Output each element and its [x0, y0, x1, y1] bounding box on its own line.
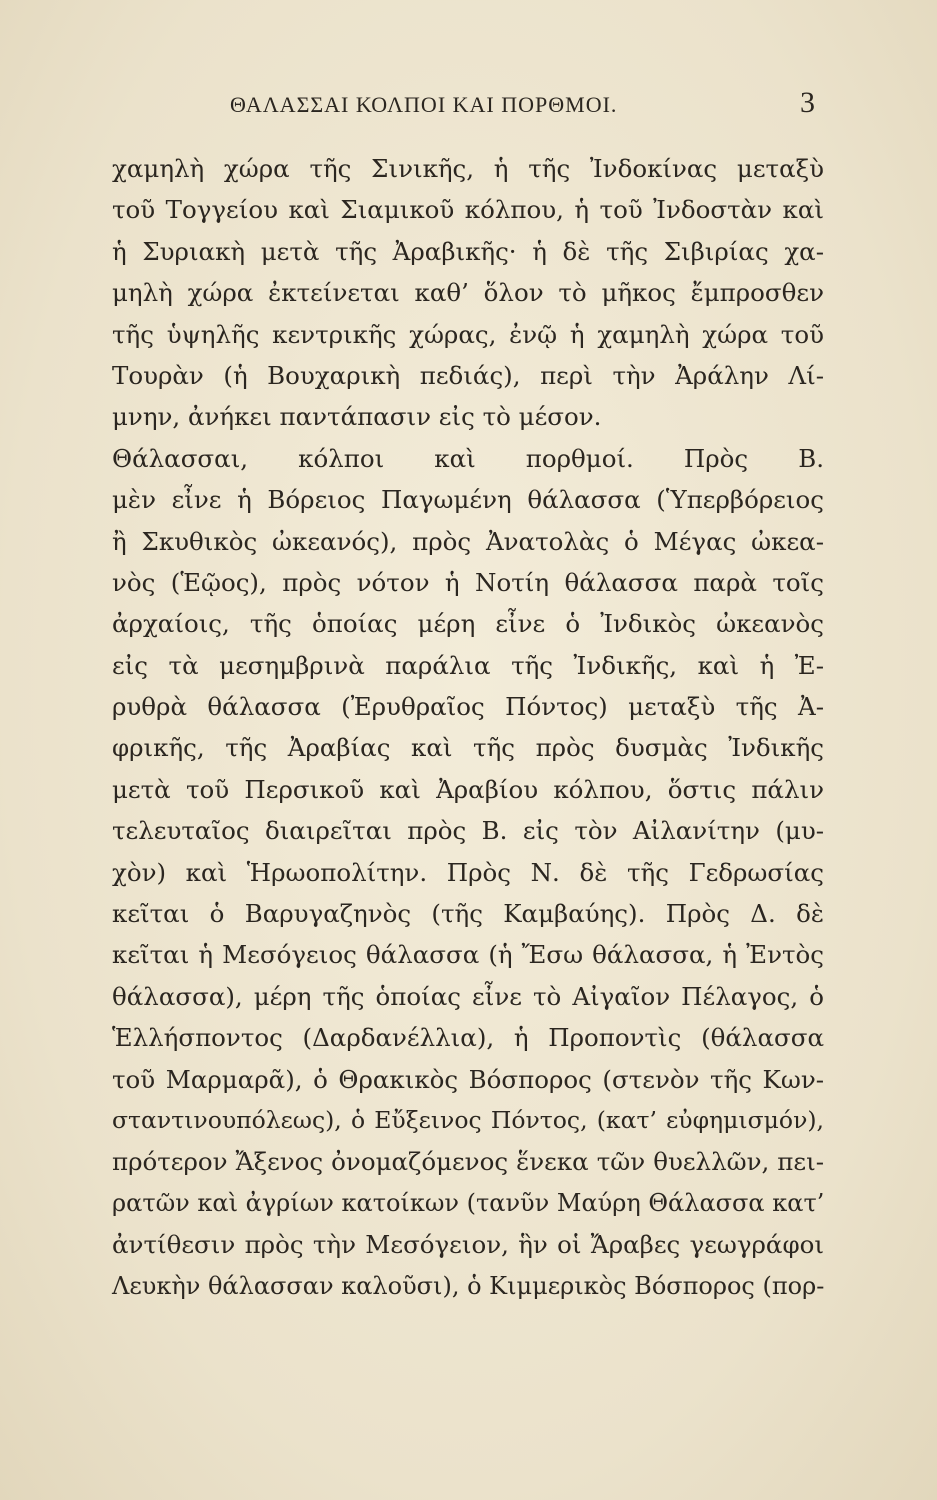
text-line: μηλὴ χώρα ἐκτείνεται καθ’ ὅλον τὸ μῆκος ἔμπροσθεν: [112, 278, 824, 308]
running-title: ΘΑΛΑΣΣΑΙ ΚΟΛΠΟΙ ΚΑΙ ΠΟΡΘΜΟΙ.: [230, 92, 618, 117]
text-line: κεῖται ἡ Μεσόγειος θάλασσα (ἡ Ἔσω θάλασσα, ἡ Ἐντὸς: [112, 940, 824, 970]
text-line: τοῦ Μαρμαρᾶ), ὁ Θρακικὸς Βόσπορος (στενὸν τῆς Κων-: [112, 1064, 824, 1094]
text-line: χὸν) καὶ Ἡρωοπολίτην. Πρὸς Ν. δὲ τῆς Γεδρωσίας: [112, 857, 824, 887]
text-line: ρατῶν καὶ ἀγρίων κατοίκων (τανῦν Μαύρη Θάλασσα κατ’: [112, 1188, 825, 1217]
text-line: μνην, ἀνήκει παντάπασιν εἰς τὸ μέσον.: [112, 402, 602, 432]
text-line: μὲν εἶνε ἡ Βόρειος Παγωμένη θάλασσα (Ὑπερβόρειος: [112, 485, 824, 515]
text-line: τελευταῖος διαιρεῖται πρὸς Β. εἰς τὸν Αἰλανίτην (μυ-: [112, 816, 824, 846]
section-heading-line: Θάλασσαι, κόλποι καὶ πορθμοί. Πρὸς Β.: [112, 443, 824, 473]
text-line: εἰς τὰ μεσημβρινὰ παράλια τῆς Ἰνδικῆς, καὶ ἡ Ἐ-: [112, 650, 824, 680]
text-line: νὸς (Ἑῷος), πρὸς νότον ἡ Νοτίη θάλασσα παρὰ τοῖς: [112, 567, 824, 597]
text-line: χαμηλὴ χώρα τῆς Σινικῆς, ἡ τῆς Ἰνδοκίνας μεταξὺ: [112, 154, 824, 183]
text-line: τοῦ Τογγείου καὶ Σιαμικοῦ κόλπου, ἡ τοῦ Ἰνδοστὰν καὶ: [112, 195, 824, 225]
text-line: σταντινουπόλεως), ὁ Εὔξεινος Πόντος, (κατ’ εὐφημισμόν),: [112, 1105, 824, 1134]
page-header: [0, 86, 937, 132]
text-line: ἡ Συριακὴ μετὰ τῆς Ἀραβικῆς· ἡ δὲ τῆς Σιβιρίας χα-: [112, 236, 824, 266]
text-line: ἀρχαίοις, τῆς ὁποίας μέρη εἶνε ὁ Ἰνδικὸς ὠκεανὸς: [112, 609, 824, 639]
text-line: Ἑλλήσποντος (Δαρδανέλλια), ἡ Προποντὶς (θάλασσα: [112, 1023, 824, 1053]
text-line: θάλασσα), μέρη τῆς ὁποίας εἶνε τὸ Αἰγαῖον Πέλαγος, ὁ: [112, 981, 824, 1011]
text-line: κεῖται ὁ Βαρυγαζηνὸς (τῆς Καμβαύης). Πρὸς Δ. δὲ: [112, 899, 824, 929]
page-number: 3: [800, 86, 815, 119]
text-line: ἢ Σκυθικὸς ὠκεανός), πρὸς Ἀνατολὰς ὁ Μέγας ὠκεα-: [112, 526, 824, 556]
text-line: τῆς ὑψηλῆς κεντρικῆς χώρας, ἐνῷ ἡ χαμηλὴ χώρα τοῦ: [112, 319, 824, 349]
text-line: φρικῆς, τῆς Ἀραβίας καὶ τῆς πρὸς δυσμὰς Ἰνδικῆς: [112, 733, 824, 763]
text-line: Λευκὴν θάλασσαν καλοῦσι), ὁ Κιμμερικὸς Βόσπορος (πορ-: [112, 1271, 825, 1300]
text-line: μετὰ τοῦ Περσικοῦ καὶ Ἀραβίου κόλπου, ὅστις πάλιν: [112, 774, 824, 804]
text-line: Τουρὰν (ἡ Βουχαρικὴ πεδιάς), περὶ τὴν Ἀράλην Λί-: [112, 360, 824, 390]
body-text: [112, 148, 824, 1307]
text-line: πρότερον Ἄξενος ὀνομαζόμενος ἕνεκα τῶν θυελλῶν, πει-: [112, 1147, 824, 1177]
text-line: ρυθρὰ θάλασσα (Ἐρυθραῖος Πόντος) μεταξὺ τῆς Ἀ-: [112, 692, 824, 722]
text-line: ἀντίθεσιν πρὸς τὴν Μεσόγειον, ἣν οἱ Ἄραβες γεωγράφοι: [112, 1230, 824, 1260]
